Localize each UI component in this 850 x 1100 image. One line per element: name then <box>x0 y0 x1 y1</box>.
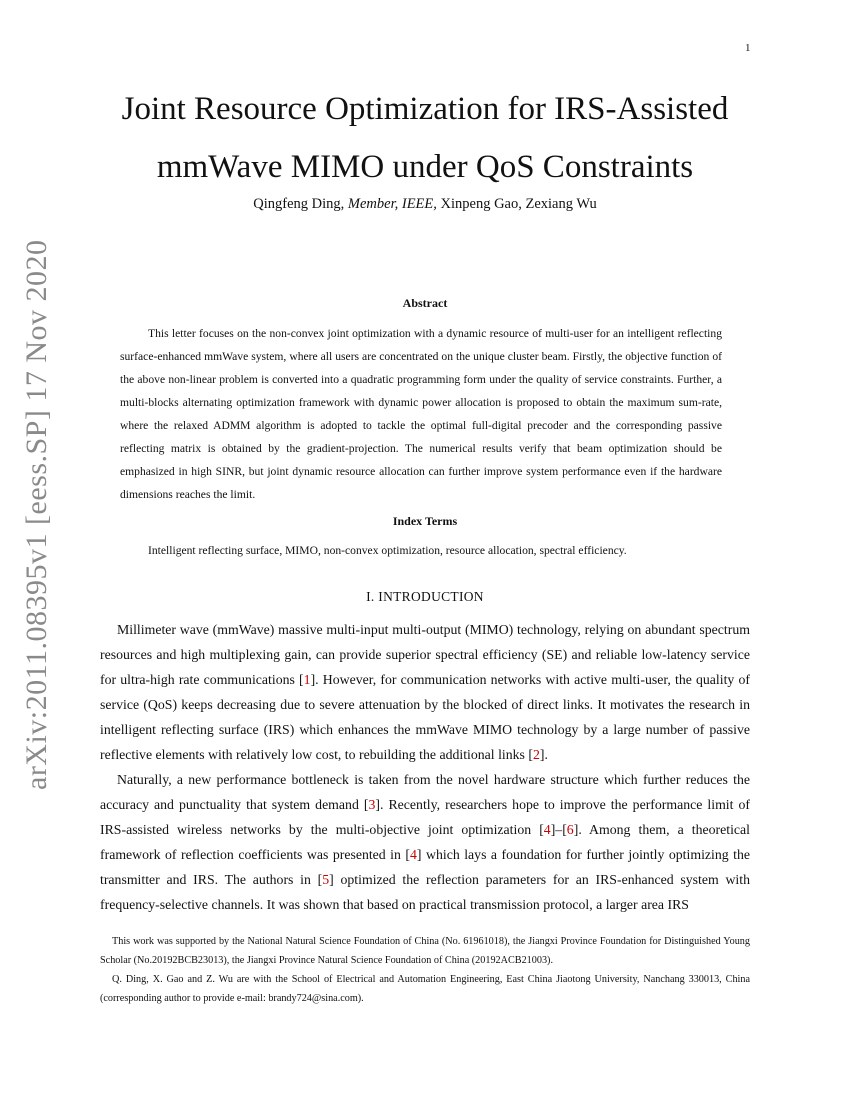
index-terms-text: Intelligent reflecting surface, MIMO, non-convex optimization, resource allocation, spectral efficiency. <box>148 544 627 557</box>
citation-link-4[interactable]: 4 <box>410 847 417 862</box>
author-list <box>100 196 750 213</box>
text-run: Naturally, a new performance bottleneck is taken from the novel hardware structure which further reduces the accuracy and punctuality that system demand <box>100 772 750 812</box>
author-first-role: Member, IEEE, <box>347 196 437 212</box>
arxiv-identifier-stamp[interactable]: arXiv:2011.08395v1 [eess.SP] 17 Nov 2020 <box>20 239 53 790</box>
abstract-heading: Abstract <box>402 296 448 310</box>
citation-link-2[interactable]: 2 <box>532 747 540 762</box>
citation-link-3[interactable]: 3 <box>368 797 376 812</box>
index-terms-heading: Index Terms <box>392 514 458 528</box>
paper-title: Joint Resource Optimization for IRS-Assisted mmWave MIMO under QoS Constraints <box>121 91 729 185</box>
footnote-affiliation: Q. Ding, X. Gao and Z. Wu are with the School of Electrical and Automation Engineering, East China Jiaotong University, Nanchang 330013, China (corresponding author to provide e-mail: brandy724@sina.com). <box>100 974 750 1004</box>
text-run: Millimeter wave (mmWave) massive multi-input multi-output (MIMO) technology, relying on abundant spectrum resources and high multiplexing gain, can provide superior spectral efficiency (SE) and reliable low-latency service for ultra-high rate communications <box>100 622 750 687</box>
author-others: Xinpeng Gao, Zexiang Wu <box>440 196 597 212</box>
text-run: . Recently, researchers hope to improve the performance limit of IRS-assisted wireless networks by the multi-objective joint optimization <box>100 797 750 837</box>
abstract-text: This letter focuses on the non-convex joint optimization with a dynamic resource of multi-user for an intelligent reflecting surface-enhanced mmWave system, where all users are concentrated on the unique cluster beam. Firstly, the objective function of the above non-linear problem is converted into a quadratic programming form under the quality of service constraints. Further, a multi-blocks alternating optimization framework with dynamic power allocation is proposed to obtain the maximum sum-rate, where the relaxed ADMM algorithm is adopted to tackle the optimal full-digital precoder and the corresponding passive reflecting matrix is obtained by the gradient-projection. The numerical results verify that beam optimization should be emphasized in high SINR, but joint dynamic resource allocation can further improve system performance even if the hardware dimensions reaches the limit. <box>120 327 722 501</box>
text-run: optimized the reflection parameters for an IRS-enhanced system with frequency-selective channels. It was shown that based on practical transmission protocol, a larger area IRS <box>100 872 750 912</box>
footnote-funding: This work was supported by the National Natural Science Foundation of China (No. 61961018), the Jiangxi Province Foundation for Distinguished Young Scholar (No.20192BCB23013), the Jiangxi Province Natural Science Foundation of China (20192ACB21003). <box>100 936 750 966</box>
author-first: Qingfeng Ding, <box>253 196 345 212</box>
citation-link-5[interactable]: 5 <box>322 872 330 887</box>
text-run: . Among them, a theoretical framework of reflection coefficients was presented in <box>100 822 750 862</box>
citation-link-6[interactable]: 6 <box>566 822 574 837</box>
citation-link-1[interactable]: 1 <box>303 672 311 687</box>
text-run: which lays a foundation for further jointly optimizing the transmitter and IRS. The authors in <box>100 847 750 887</box>
section-heading-introduction: I. INTRODUCTION <box>366 589 484 604</box>
text-run: . However, for communication networks with active multi-user, the quality of service (QoS) keeps decreasing due to severe attenuation by the blocked of direct links. It motivates the research in intelligent reflecting surface (IRS) which enhances the mmWave MIMO technology by a large number of passive reflective elements with relatively low cost, to rebuilding the additional links <box>100 672 750 762</box>
citation-link-4[interactable]: 4 <box>543 822 551 837</box>
intro-paragraph-2: Naturally, a new performance bottleneck is taken from the novel hardware structure which further reduces the accuracy and punctuality that system demand [3]. Recently, researchers hope to improve the performance limit of IRS-assisted wireless networks by the multi-objective joint optimization [4]–[6]. Among them, a theoretical framework of reflection coefficients was presented in [4] which lays a foundation for further jointly optimizing the transmitter and IRS. The authors in [5] optimized the reflection parameters for an IRS-enhanced system with frequency-selective channels. It was shown that based on practical transmission protocol, a larger area IRS <box>100 772 750 912</box>
text-run: . <box>544 747 548 762</box>
intro-paragraph-1: Millimeter wave (mmWave) massive multi-input multi-output (MIMO) technology, relying on abundant spectrum resources and high multiplexing gain, can provide superior spectral efficiency (SE) and reliable low-latency service for ultra-high rate communications [1]. However, for communication networks with active multi-user, the quality of service (QoS) keeps decreasing due to severe attenuation by the blocked of direct links. It motivates the research in intelligent reflecting surface (IRS) which enhances the mmWave MIMO technology by a large number of passive reflective elements with relatively low cost, to rebuilding the additional links [2]. <box>100 622 750 762</box>
page-number: 1 <box>745 42 751 54</box>
